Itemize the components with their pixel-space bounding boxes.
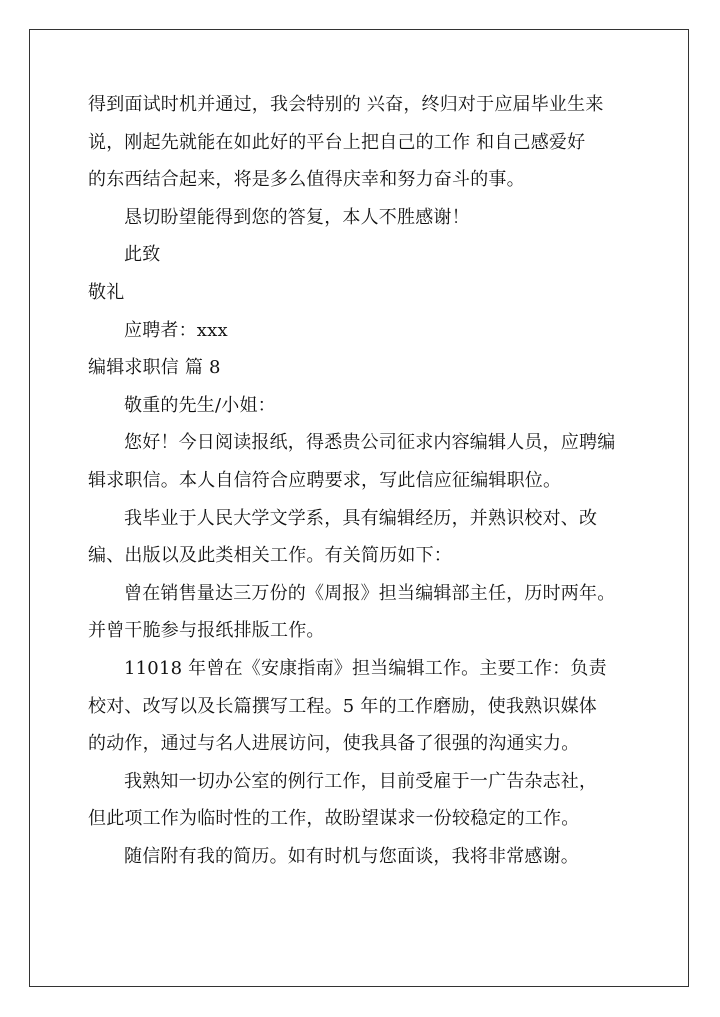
text-line-15: 并曾干脆参与报纸排版工作。 [88,620,325,642]
text-line-10: 您好！今日阅读报纸，得悉贵公司征求内容编辑人员，应聘编 [124,432,616,454]
text-line-13: 编、出版以及此类相关工作。有关简历如下： [88,545,452,567]
text-line-21: 随信附有我的简历。如有时机与您面谈，我将非常感谢。 [124,845,579,867]
closing-request: 恳切盼望能得到您的答复，本人不胜感谢！ [124,206,470,228]
text-line-1: 得到面试时机并通过，我会特别的 兴奋，终归对于应届毕业生来 [88,94,604,115]
letter-body [88,86,648,875]
text-line-2: 说，刚起先就能在如此好的平台上把自己的工作 和自己感爱好 [88,131,586,153]
section-heading: 编辑求职信 篇 8 [88,357,221,379]
text-line-14: 曾在销售量达三万份的《周报》担当编辑部主任，历时两年。 [124,582,616,604]
text-line-19: 我熟知一切办公室的例行工作，目前受雇于一广告杂志社， [124,770,598,792]
text-line-20: 但此项工作为临时性的工作，故盼望谋求一份较稳定的工作。 [88,808,580,830]
applicant-signature: 应聘者：xxx [124,319,228,341]
text-line-17: 校对、改写以及长篇撰写工程。5 年的工作磨励，使我熟识媒体 [88,695,597,717]
greeting: 敬重的先生/小姐： [124,394,276,416]
text-line-3: 的东西结合起来，将是多么值得庆幸和努力奋斗的事。 [88,169,525,191]
regards: 敬礼 [88,281,125,303]
text-line-16: 11018 年曾在《安康指南》担当编辑工作。主要工作：负责 [124,657,607,679]
text-line-18: 的动作，通过与名人进展访问，使我具备了很强的沟通实力。 [88,733,580,755]
text-line-12: 我毕业于人民大学文学系，具有编辑经历，并熟识校对、改 [124,507,598,529]
text-line-11: 辑求职信。本人自信符合应聘要求，写此信应征编辑职位。 [88,469,562,491]
salutation-closing: 此致 [124,244,161,266]
